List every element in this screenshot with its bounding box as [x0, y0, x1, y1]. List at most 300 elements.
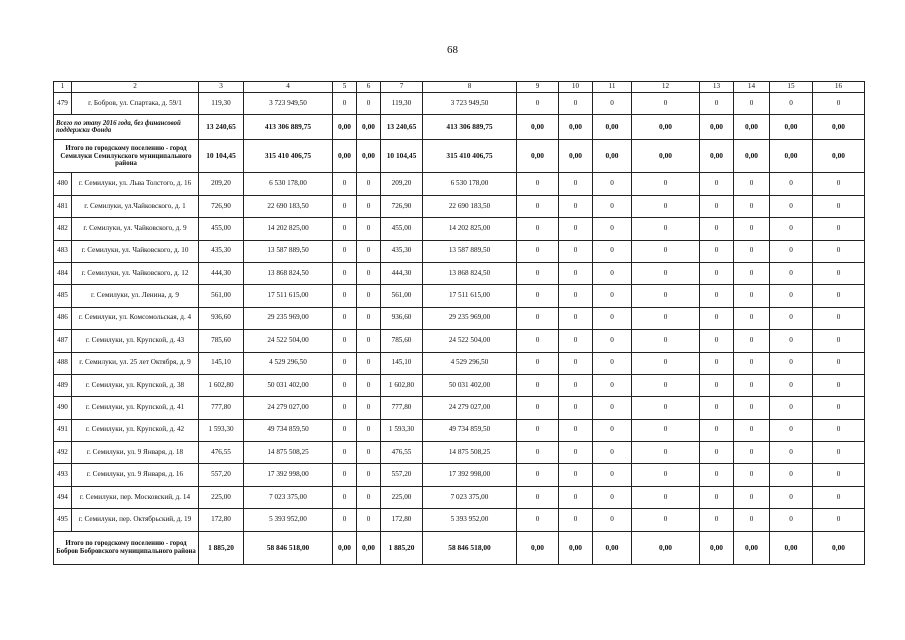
value-cell: 0 [813, 262, 865, 284]
value-cell: 17 392 998,00 [244, 464, 333, 486]
settlement-total-row [54, 140, 865, 173]
value-cell: 0 [357, 93, 381, 115]
value-cell: 0 [632, 93, 700, 115]
value-cell: 0 [813, 93, 865, 115]
column-number-cell: 10 [559, 82, 593, 93]
value-cell: 476,55 [381, 442, 423, 464]
value-cell: 17 511 615,00 [423, 285, 517, 307]
total-value-cell: 0,00 [357, 115, 381, 140]
value-cell: 0 [333, 262, 357, 284]
column-number-cell: 1 [54, 82, 72, 93]
total-value-cell: 0,00 [357, 531, 381, 564]
value-cell: 0 [700, 195, 734, 217]
value-cell: 17 511 615,00 [244, 285, 333, 307]
value-cell: 0 [517, 93, 559, 115]
value-cell: 0 [333, 173, 357, 195]
value-cell: 0 [517, 442, 559, 464]
value-cell: 0 [700, 509, 734, 531]
value-cell: 0 [813, 307, 865, 329]
value-cell: 17 392 998,00 [423, 464, 517, 486]
value-cell: 0 [559, 442, 593, 464]
row-number-cell: 486 [54, 307, 72, 329]
value-cell: 0 [813, 419, 865, 441]
value-cell: 0 [813, 240, 865, 262]
value-cell: 14 875 508,25 [244, 442, 333, 464]
value-cell: 0 [770, 352, 813, 374]
value-cell: 5 393 952,00 [244, 509, 333, 531]
value-cell: 7 023 375,00 [423, 486, 517, 508]
total-value-cell: 0,00 [813, 140, 865, 173]
value-cell: 0 [559, 173, 593, 195]
value-cell: 0 [559, 262, 593, 284]
value-cell: 435,30 [199, 240, 244, 262]
value-cell: 455,00 [199, 218, 244, 240]
total-value-cell: 58 846 518,00 [244, 531, 333, 564]
total-value-cell: 0,00 [700, 115, 734, 140]
value-cell: 0 [770, 195, 813, 217]
value-cell: 0 [770, 464, 813, 486]
value-cell: 0 [593, 195, 632, 217]
value-cell: 561,00 [381, 285, 423, 307]
value-cell: 0 [357, 307, 381, 329]
value-cell: 0 [632, 352, 700, 374]
value-cell: 0 [734, 397, 770, 419]
value-cell: 225,00 [381, 486, 423, 508]
column-number-cell: 11 [593, 82, 632, 93]
settlement-total-row [54, 531, 865, 564]
total-value-cell: 58 846 518,00 [423, 531, 517, 564]
value-cell: 0 [770, 486, 813, 508]
total-value-cell: 1 885,20 [381, 531, 423, 564]
value-cell: 14 202 825,00 [423, 218, 517, 240]
value-cell: 6 530 178,00 [244, 173, 333, 195]
value-cell: 0 [700, 262, 734, 284]
total-value-cell: 0,00 [517, 531, 559, 564]
value-cell: 0 [813, 397, 865, 419]
value-cell: 0 [632, 262, 700, 284]
address-cell: г. Семилуки, ул.Чайковского, д. 1 [72, 195, 199, 217]
value-cell: 7 023 375,00 [244, 486, 333, 508]
row-number-cell: 494 [54, 486, 72, 508]
address-cell: г. Семилуки, ул. Чайковского, д. 9 [72, 218, 199, 240]
value-cell: 0 [813, 509, 865, 531]
value-cell: 0 [770, 374, 813, 396]
value-cell: 0 [357, 195, 381, 217]
value-cell: 4 529 296,50 [423, 352, 517, 374]
total-label-cell: Итого по городскому поселению - город Семилуки Семилукского муниципального района [54, 140, 199, 173]
total-value-cell: 1 885,20 [199, 531, 244, 564]
value-cell: 0 [593, 464, 632, 486]
value-cell: 0 [333, 195, 357, 217]
value-cell: 0 [734, 240, 770, 262]
value-cell: 726,90 [199, 195, 244, 217]
value-cell: 0 [517, 397, 559, 419]
value-cell: 0 [559, 240, 593, 262]
value-cell: 1 593,30 [381, 419, 423, 441]
column-number-cell: 15 [770, 82, 813, 93]
value-cell: 0 [333, 352, 357, 374]
value-cell: 0 [734, 330, 770, 352]
table-row [54, 240, 865, 262]
total-value-cell: 0,00 [333, 140, 357, 173]
total-value-cell: 0,00 [593, 140, 632, 173]
value-cell: 22 690 183,50 [244, 195, 333, 217]
value-cell: 119,30 [381, 93, 423, 115]
value-cell: 0 [357, 330, 381, 352]
value-cell: 0 [632, 442, 700, 464]
value-cell: 0 [517, 262, 559, 284]
value-cell: 0 [559, 307, 593, 329]
total-value-cell: 13 240,65 [381, 115, 423, 140]
value-cell: 0 [517, 464, 559, 486]
total-value-cell: 0,00 [734, 115, 770, 140]
value-cell: 0 [700, 397, 734, 419]
value-cell: 0 [593, 397, 632, 419]
value-cell: 0 [559, 397, 593, 419]
value-cell: 0 [333, 486, 357, 508]
value-cell: 24 522 504,00 [423, 330, 517, 352]
value-cell: 726,90 [381, 195, 423, 217]
address-cell: г. Семилуки, ул. 25 лет Октября, д. 9 [72, 352, 199, 374]
column-number-cell: 6 [357, 82, 381, 93]
value-cell: 0 [813, 464, 865, 486]
total-label-cell: Всего по этапу 2016 года, без финансовой поддержки Фонда [54, 115, 199, 140]
total-value-cell: 315 410 406,75 [244, 140, 333, 173]
value-cell: 0 [333, 93, 357, 115]
row-number-cell: 482 [54, 218, 72, 240]
value-cell: 0 [333, 509, 357, 531]
value-cell: 0 [593, 240, 632, 262]
total-value-cell: 0,00 [770, 140, 813, 173]
value-cell: 0 [734, 307, 770, 329]
value-cell: 0 [357, 486, 381, 508]
value-cell: 209,20 [199, 173, 244, 195]
row-number-cell: 495 [54, 509, 72, 531]
address-cell: г. Семилуки, ул. Крупской, д. 42 [72, 419, 199, 441]
value-cell: 0 [700, 352, 734, 374]
address-cell: г. Семилуки, ул. Крупской, д. 43 [72, 330, 199, 352]
table-row [54, 486, 865, 508]
page-number: 68 [447, 44, 458, 56]
value-cell: 0 [632, 173, 700, 195]
row-number-cell: 480 [54, 173, 72, 195]
row-number-cell: 490 [54, 397, 72, 419]
value-cell: 13 587 889,50 [423, 240, 517, 262]
value-cell: 172,80 [381, 509, 423, 531]
value-cell: 0 [357, 419, 381, 441]
row-number-cell: 484 [54, 262, 72, 284]
value-cell: 0 [770, 218, 813, 240]
total-value-cell: 13 240,65 [199, 115, 244, 140]
address-cell: г. Бобров, ул. Спартака, д. 59/1 [72, 93, 199, 115]
value-cell: 0 [734, 509, 770, 531]
total-value-cell: 0,00 [770, 115, 813, 140]
total-value-cell: 0,00 [632, 140, 700, 173]
value-cell: 936,60 [381, 307, 423, 329]
row-number-cell: 483 [54, 240, 72, 262]
column-number-cell: 12 [632, 82, 700, 93]
value-cell: 0 [517, 195, 559, 217]
value-cell: 145,10 [381, 352, 423, 374]
value-cell: 0 [813, 285, 865, 307]
value-cell: 0 [357, 285, 381, 307]
value-cell: 476,55 [199, 442, 244, 464]
value-cell: 0 [559, 218, 593, 240]
value-cell: 0 [813, 352, 865, 374]
row-number-cell: 493 [54, 464, 72, 486]
value-cell: 0 [700, 330, 734, 352]
total-value-cell: 0,00 [700, 531, 734, 564]
value-cell: 0 [357, 397, 381, 419]
table-row [54, 262, 865, 284]
value-cell: 0 [770, 509, 813, 531]
value-cell: 0 [517, 307, 559, 329]
value-cell: 0 [813, 218, 865, 240]
table-row [54, 374, 865, 396]
value-cell: 0 [593, 486, 632, 508]
value-cell: 444,30 [381, 262, 423, 284]
row-number-cell: 489 [54, 374, 72, 396]
value-cell: 0 [770, 285, 813, 307]
value-cell: 0 [770, 240, 813, 262]
row-number-cell: 487 [54, 330, 72, 352]
value-cell: 0 [593, 307, 632, 329]
value-cell: 435,30 [381, 240, 423, 262]
table-row [54, 173, 865, 195]
value-cell: 0 [593, 93, 632, 115]
value-cell: 0 [734, 173, 770, 195]
value-cell: 0 [700, 442, 734, 464]
value-cell: 49 734 859,50 [244, 419, 333, 441]
value-cell: 0 [734, 374, 770, 396]
total-value-cell: 10 104,45 [199, 140, 244, 173]
address-cell: г. Семилуки, ул. Чайковского, д. 12 [72, 262, 199, 284]
table-row [54, 442, 865, 464]
value-cell: 0 [700, 173, 734, 195]
value-cell: 49 734 859,50 [423, 419, 517, 441]
column-number-cell: 8 [423, 82, 517, 93]
value-cell: 777,80 [199, 397, 244, 419]
value-cell: 0 [593, 374, 632, 396]
value-cell: 0 [333, 374, 357, 396]
total-value-cell: 10 104,45 [381, 140, 423, 173]
table-row [54, 307, 865, 329]
total-value-cell: 315 410 406,75 [423, 140, 517, 173]
address-cell: г. Семилуки, ул. Чайковского, д. 10 [72, 240, 199, 262]
value-cell: 0 [517, 240, 559, 262]
value-cell: 0 [700, 285, 734, 307]
table-row [54, 352, 865, 374]
value-cell: 0 [770, 397, 813, 419]
total-value-cell: 0,00 [770, 531, 813, 564]
value-cell: 936,60 [199, 307, 244, 329]
value-cell: 0 [333, 397, 357, 419]
value-cell: 0 [632, 240, 700, 262]
total-value-cell: 0,00 [700, 140, 734, 173]
total-value-cell: 0,00 [559, 531, 593, 564]
total-value-cell: 0,00 [813, 115, 865, 140]
value-cell: 6 530 178,00 [423, 173, 517, 195]
table-row [54, 195, 865, 217]
value-cell: 13 868 824,50 [244, 262, 333, 284]
value-cell: 14 875 508,25 [423, 442, 517, 464]
value-cell: 0 [734, 486, 770, 508]
value-cell: 0 [700, 307, 734, 329]
column-number-row [54, 82, 865, 93]
stage-total-row [54, 115, 865, 140]
value-cell: 0 [632, 397, 700, 419]
value-cell: 0 [770, 442, 813, 464]
value-cell: 0 [517, 486, 559, 508]
column-number-cell: 3 [199, 82, 244, 93]
total-value-cell: 0,00 [559, 115, 593, 140]
value-cell: 24 279 027,00 [423, 397, 517, 419]
value-cell: 0 [517, 285, 559, 307]
value-cell: 0 [632, 195, 700, 217]
address-cell: г. Семилуки, ул. 9 Января, д. 18 [72, 442, 199, 464]
value-cell: 13 587 889,50 [244, 240, 333, 262]
value-cell: 24 522 504,00 [244, 330, 333, 352]
value-cell: 0 [333, 285, 357, 307]
value-cell: 0 [517, 374, 559, 396]
address-cell: г. Семилуки, ул. Ленина, д. 9 [72, 285, 199, 307]
value-cell: 0 [559, 509, 593, 531]
value-cell: 0 [357, 218, 381, 240]
value-cell: 0 [559, 330, 593, 352]
value-cell: 557,20 [381, 464, 423, 486]
value-cell: 0 [734, 93, 770, 115]
value-cell: 0 [333, 307, 357, 329]
value-cell: 0 [517, 173, 559, 195]
value-cell: 0 [593, 285, 632, 307]
value-cell: 1 602,80 [199, 374, 244, 396]
column-number-cell: 4 [244, 82, 333, 93]
value-cell: 14 202 825,00 [244, 218, 333, 240]
value-cell: 0 [593, 352, 632, 374]
table-row [54, 285, 865, 307]
value-cell: 209,20 [381, 173, 423, 195]
value-cell: 0 [770, 307, 813, 329]
value-cell: 0 [559, 486, 593, 508]
value-cell: 0 [632, 464, 700, 486]
value-cell: 3 723 949,50 [423, 93, 517, 115]
column-number-cell: 2 [72, 82, 199, 93]
value-cell: 0 [593, 442, 632, 464]
total-value-cell: 413 306 889,75 [244, 115, 333, 140]
value-cell: 0 [357, 374, 381, 396]
value-cell: 0 [333, 419, 357, 441]
value-cell: 785,60 [381, 330, 423, 352]
value-cell: 0 [632, 285, 700, 307]
value-cell: 0 [593, 173, 632, 195]
value-cell: 0 [593, 218, 632, 240]
value-cell: 0 [813, 173, 865, 195]
total-value-cell: 0,00 [517, 140, 559, 173]
value-cell: 0 [813, 442, 865, 464]
value-cell: 561,00 [199, 285, 244, 307]
total-value-cell: 413 306 889,75 [423, 115, 517, 140]
table-row [54, 93, 865, 115]
table-row [54, 397, 865, 419]
value-cell: 0 [734, 352, 770, 374]
total-value-cell: 0,00 [357, 140, 381, 173]
value-cell: 0 [813, 195, 865, 217]
value-cell: 5 393 952,00 [423, 509, 517, 531]
total-value-cell: 0,00 [517, 115, 559, 140]
value-cell: 0 [559, 195, 593, 217]
table-row [54, 464, 865, 486]
value-cell: 557,20 [199, 464, 244, 486]
value-cell: 0 [559, 374, 593, 396]
value-cell: 0 [593, 262, 632, 284]
total-value-cell: 0,00 [734, 140, 770, 173]
value-cell: 0 [357, 509, 381, 531]
column-number-cell: 13 [700, 82, 734, 93]
total-value-cell: 0,00 [333, 115, 357, 140]
total-value-cell: 0,00 [593, 115, 632, 140]
column-number-cell: 9 [517, 82, 559, 93]
value-cell: 0 [770, 419, 813, 441]
value-cell: 0 [357, 240, 381, 262]
value-cell: 0 [517, 419, 559, 441]
value-cell: 0 [593, 330, 632, 352]
value-cell: 0 [770, 330, 813, 352]
value-cell: 13 868 824,50 [423, 262, 517, 284]
value-cell: 0 [734, 419, 770, 441]
total-value-cell: 0,00 [593, 531, 632, 564]
value-cell: 50 031 402,00 [244, 374, 333, 396]
value-cell: 0 [559, 285, 593, 307]
total-value-cell: 0,00 [632, 531, 700, 564]
value-cell: 777,80 [381, 397, 423, 419]
address-cell: г. Семилуки, ул. 9 Января, д. 16 [72, 464, 199, 486]
value-cell: 0 [517, 218, 559, 240]
value-cell: 0 [559, 419, 593, 441]
value-cell: 0 [632, 509, 700, 531]
value-cell: 0 [770, 93, 813, 115]
address-cell: г. Семилуки, ул. Льва Толстого, д. 16 [72, 173, 199, 195]
value-cell: 0 [700, 374, 734, 396]
value-cell: 0 [770, 262, 813, 284]
value-cell: 0 [517, 509, 559, 531]
value-cell: 0 [559, 93, 593, 115]
table-row [54, 509, 865, 531]
value-cell: 0 [734, 285, 770, 307]
value-cell: 225,00 [199, 486, 244, 508]
value-cell: 0 [700, 419, 734, 441]
value-cell: 0 [700, 486, 734, 508]
value-cell: 0 [632, 419, 700, 441]
value-cell: 0 [700, 218, 734, 240]
address-cell: г. Семилуки, ул. Комсомольская, д. 4 [72, 307, 199, 329]
row-number-cell: 485 [54, 285, 72, 307]
value-cell: 0 [813, 486, 865, 508]
value-cell: 0 [357, 442, 381, 464]
row-number-cell: 479 [54, 93, 72, 115]
value-cell: 0 [559, 352, 593, 374]
total-value-cell: 0,00 [813, 531, 865, 564]
address-cell: г. Семилуки, пер. Октябрьский, д. 19 [72, 509, 199, 531]
value-cell: 0 [333, 240, 357, 262]
value-cell: 24 279 027,00 [244, 397, 333, 419]
value-cell: 0 [813, 374, 865, 396]
address-cell: г. Семилуки, ул. Крупской, д. 38 [72, 374, 199, 396]
value-cell: 0 [357, 464, 381, 486]
value-cell: 0 [813, 330, 865, 352]
value-cell: 3 723 949,50 [244, 93, 333, 115]
value-cell: 0 [770, 173, 813, 195]
total-value-cell: 0,00 [559, 140, 593, 173]
